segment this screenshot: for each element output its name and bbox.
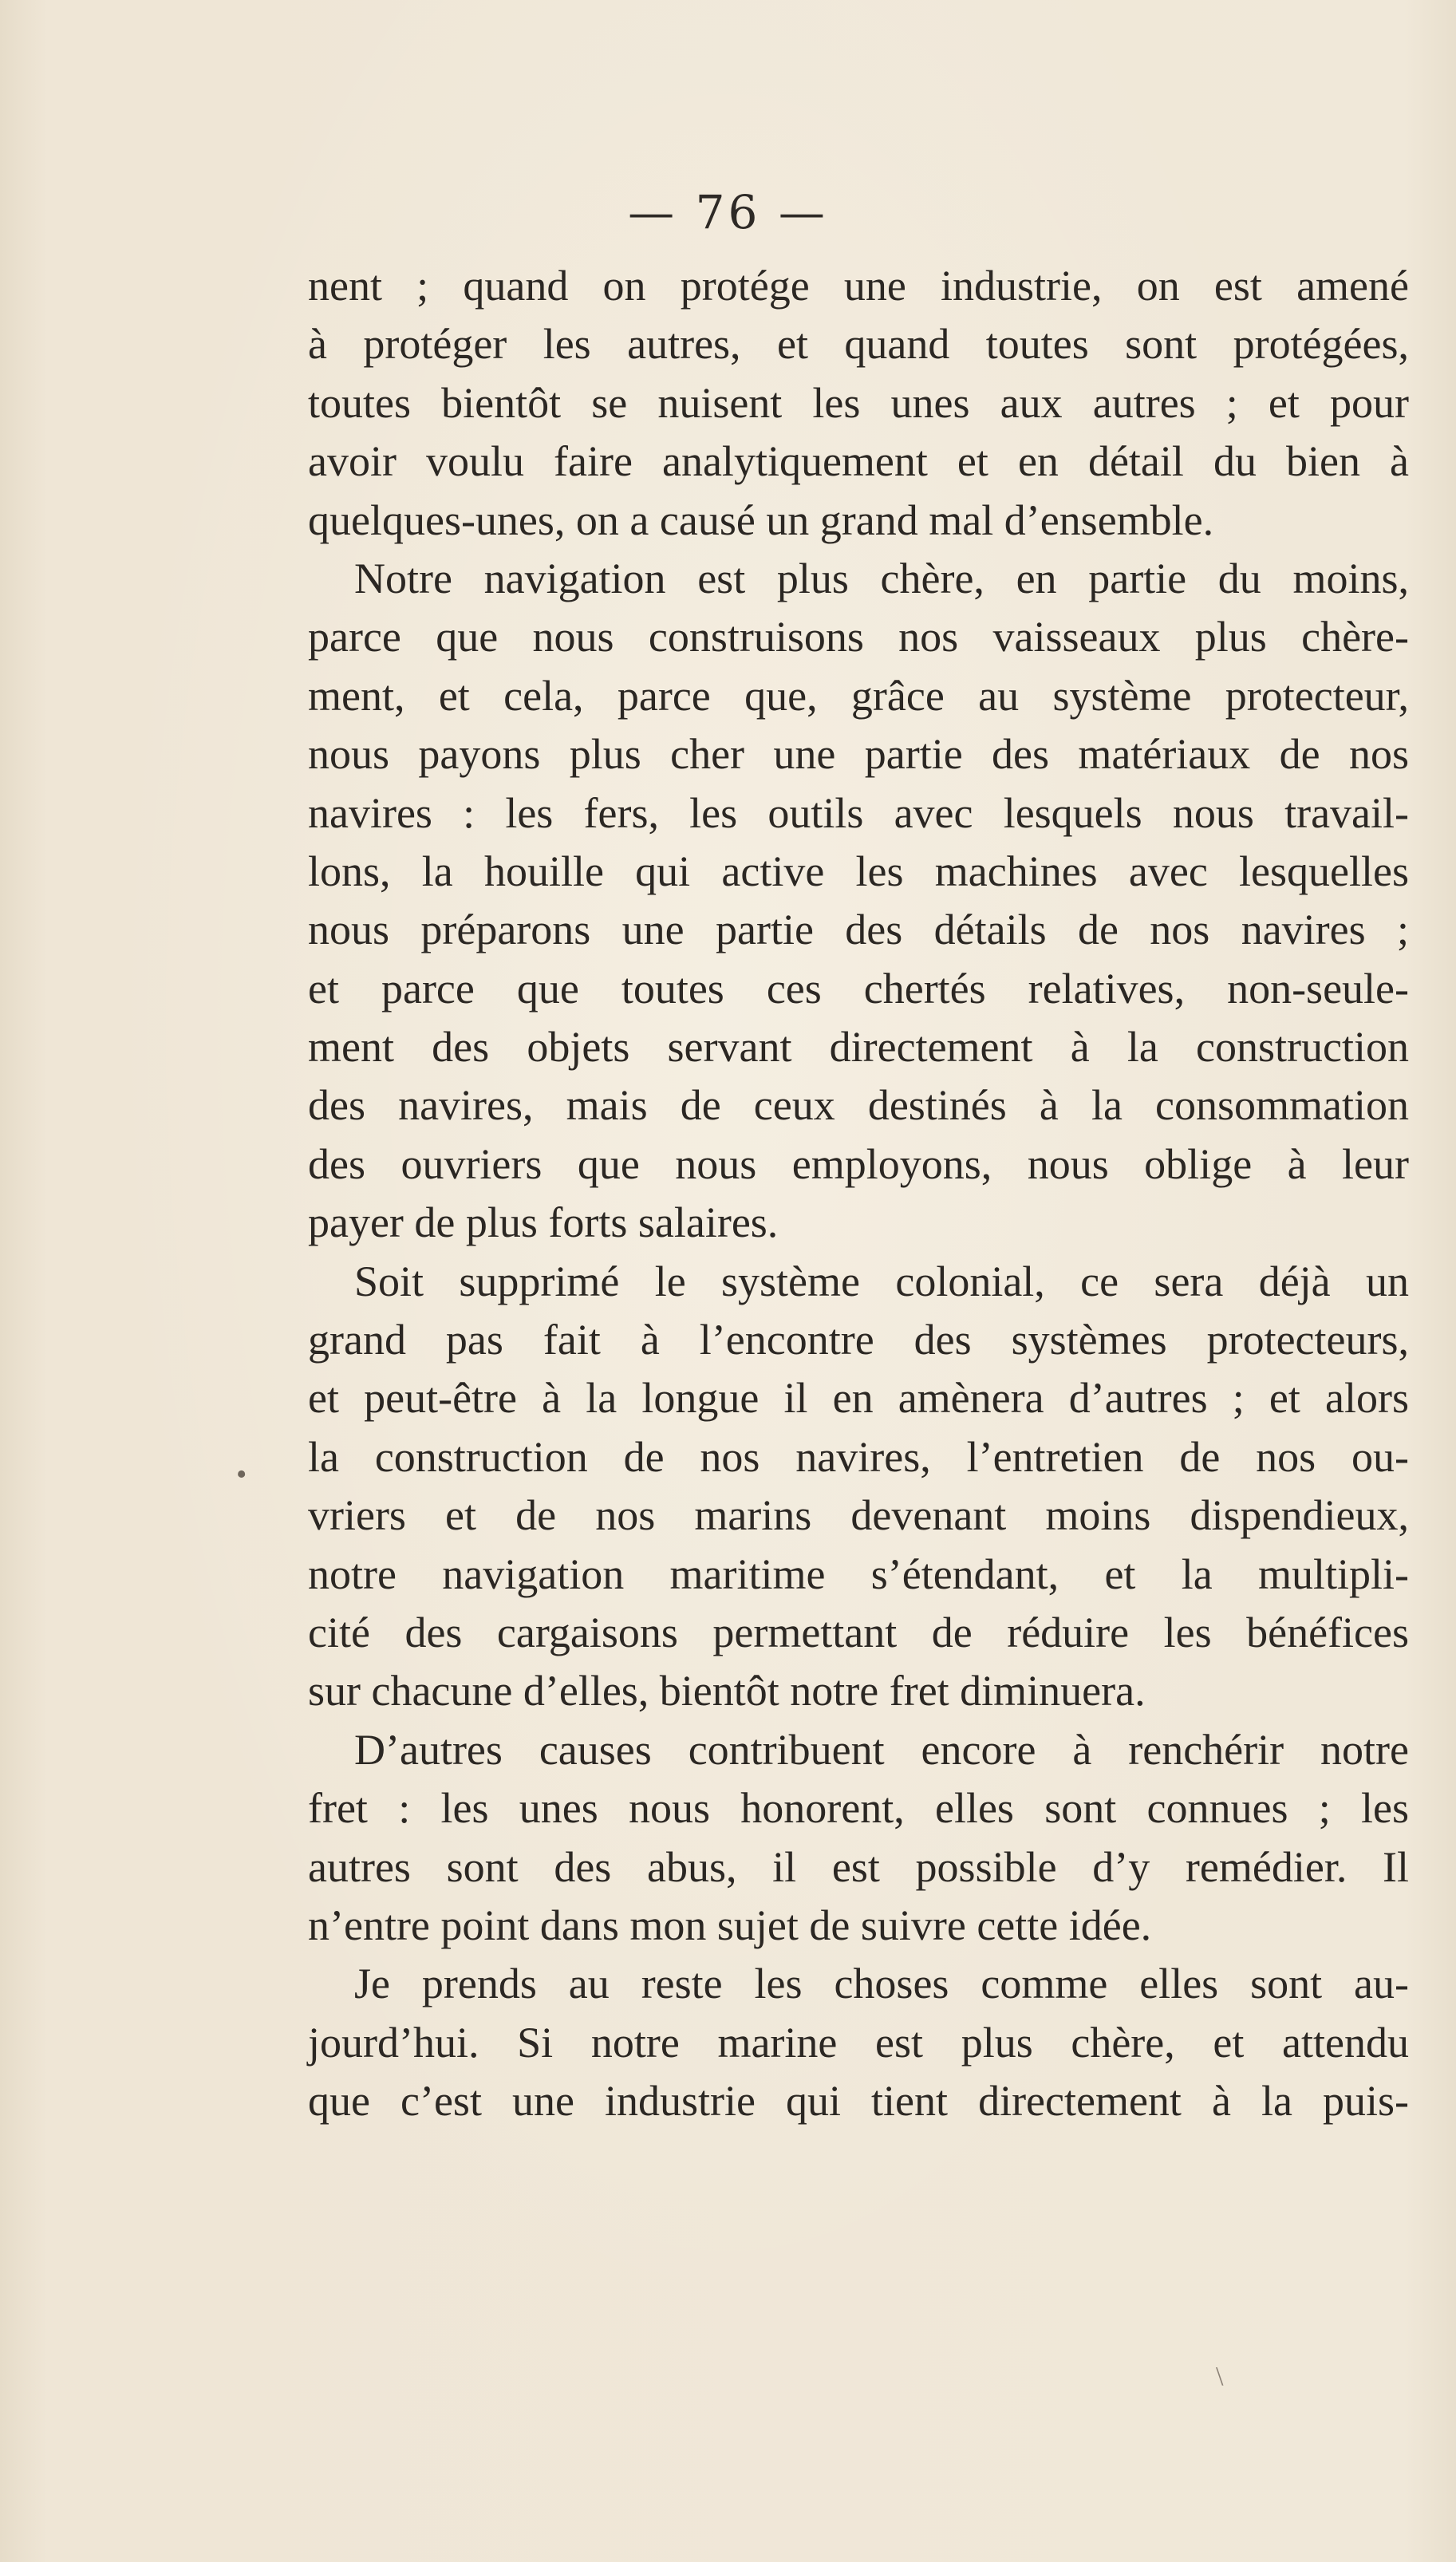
body-text [308,257,1409,2131]
text-line: autres sont des abus, il est possible d’y remédier. Il [308,1842,1409,1891]
text-line: jourd’hui. Si notre marine est plus chère, et attendu [308,2018,1409,2067]
text-line: toutes bientôt se nuisent les unes aux autres ; et pour [308,378,1409,427]
text-line: et parce que toutes ces chertés relatives, non-seule- [308,964,1409,1013]
text-line: Notre navigation est plus chère, en partie du moins, [354,554,1409,602]
text-line: la construction de nos navires, l’entretien de nos ou- [308,1432,1409,1481]
text-line: ment, et cela, parce que, grâce au système protecteur, [308,671,1409,720]
text-line: et peut-être à la longue il en amènera d’autres ; et alors [308,1374,1409,1423]
text-line: Je prends au reste les choses comme elles sont au- [354,1960,1409,2008]
text-line: grand pas fait à l’encontre des systèmes protecteurs, [308,1316,1409,1364]
text-line: lons, la houille qui active les machines avec lesquelles [308,847,1409,895]
text-line: notre navigation maritime s’étendant, et la multipli- [308,1549,1409,1598]
text-line: nent ; quand on protége une industrie, on est amené [308,262,1409,310]
text-line: Soit supprimé le système colonial, ce sera déjà un [354,1257,1409,1305]
text-line: D’autres causes contribuent encore à renchérir notre [354,1725,1409,1774]
text-line: des ouvriers que nous employons, nous oblige à leur [308,1139,1409,1188]
text-line: n’entre point dans mon sujet de suivre cette idée. [308,1901,1152,1949]
text-line: que c’est une industrie qui tient directement à la puis- [308,2077,1409,2126]
margin-tick-mark: \ [1216,2362,1224,2391]
text-line: nous payons plus cher une partie des matériaux de nos [308,730,1409,779]
page-number: — 76 — [628,185,828,239]
margin-dot-mark: • [236,1458,247,1491]
text-line: payer de plus forts salaires. [308,1198,779,1247]
text-line: fret : les unes nous honorent, elles sont connues ; les [308,1784,1409,1833]
text-line: quelques-unes, on a causé un grand mal d’ensemble. [308,495,1214,544]
text-line: parce que nous construisons nos vaisseaux plus chère- [308,613,1409,661]
text-line: cité des cargaisons permettant de réduire les bénéfices [308,1608,1409,1656]
text-line: des navires, mais de ceux destinés à la consommation [308,1081,1409,1130]
text-line: ment des objets servant directement à la construction [308,1023,1409,1072]
text-line: avoir voulu faire analytiquement et en détail du bien à [308,437,1409,486]
text-line: sur chacune d’elles, bientôt notre fret diminuera. [308,1667,1146,1715]
text-line: nous préparons une partie des détails de nos navires ; [308,906,1409,954]
text-line: navires : les fers, les outils avec lesquels nous travail- [308,788,1409,837]
text-line: vriers et de nos marins devenant moins dispendieux, [308,1491,1409,1540]
text-line: à protéger les autres, et quand toutes sont protégées, [308,320,1409,369]
